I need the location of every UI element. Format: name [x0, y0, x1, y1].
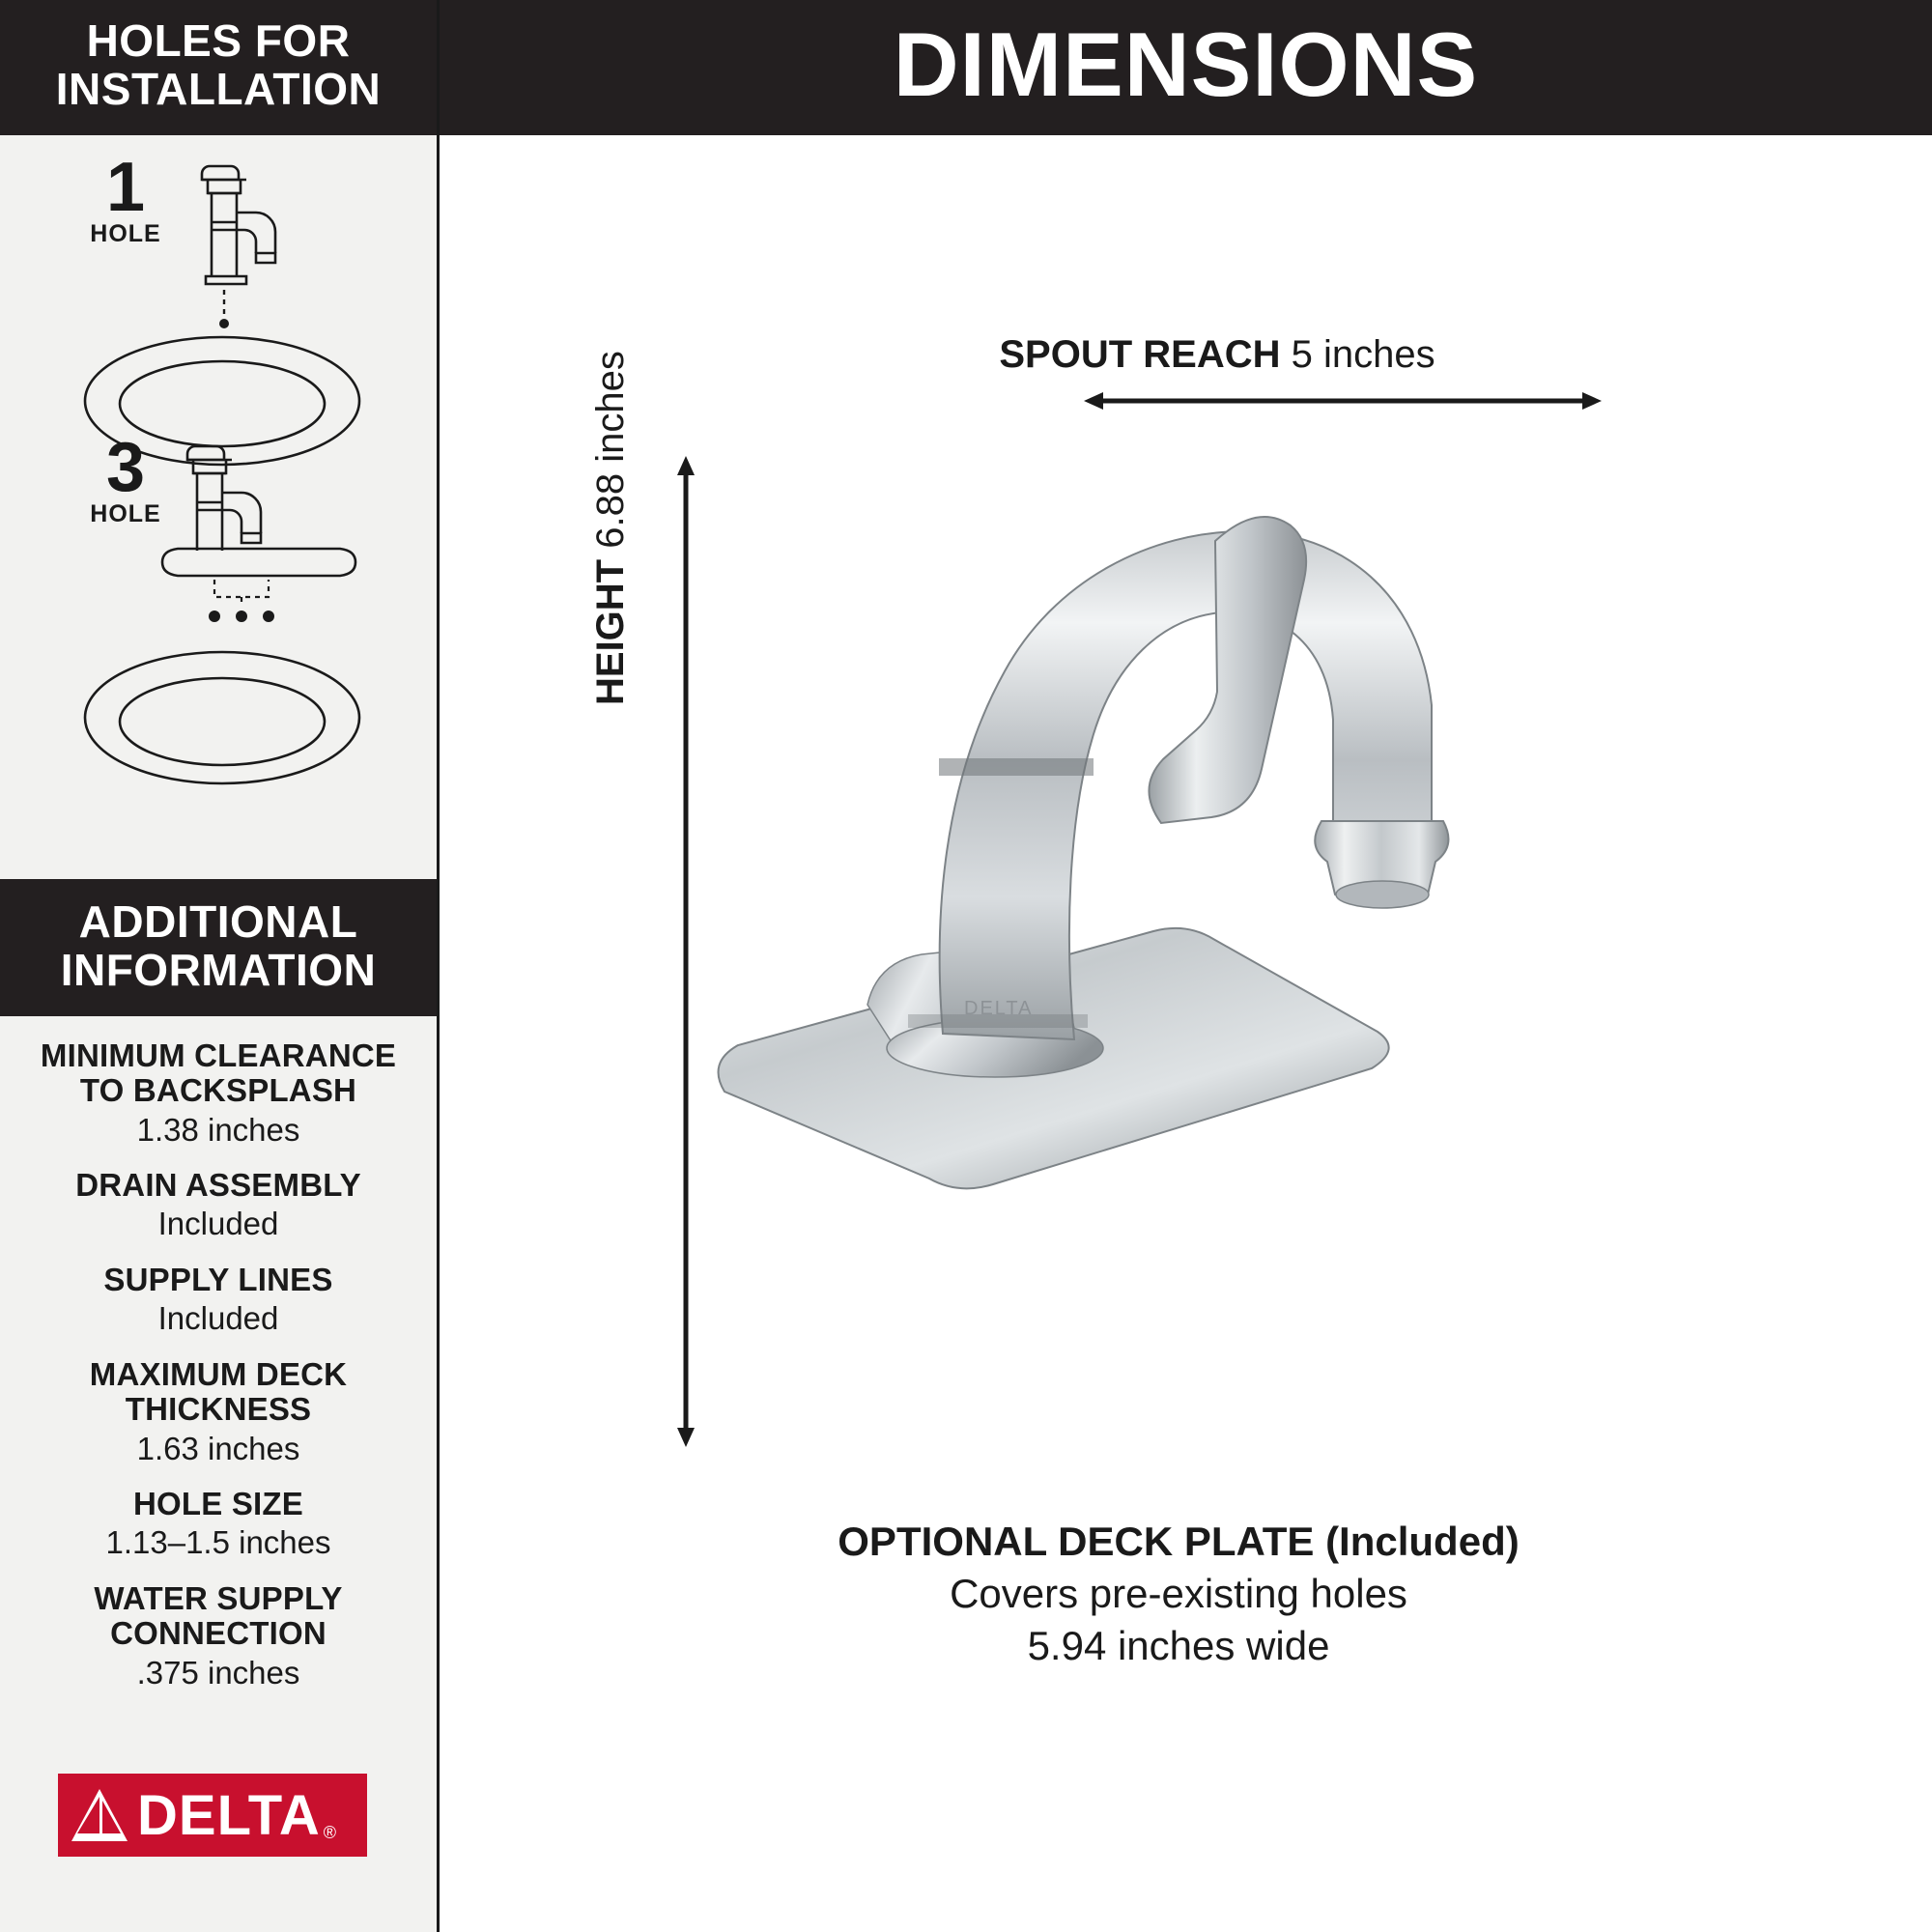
spec-value: 1.13–1.5 inches — [105, 1524, 331, 1561]
holes-heading-line1: HOLES FOR — [86, 15, 351, 66]
alignment-dashed-line-1 — [179, 290, 372, 328]
height-value: 6.88 inches — [589, 351, 632, 549]
registered-mark: ® — [323, 1823, 336, 1842]
spec-term: SUPPLY LINES — [103, 1262, 333, 1298]
spout-reach-value: 5 inches — [1291, 333, 1435, 376]
spec-value: Included — [157, 1300, 279, 1337]
spout-reach-label — [850, 333, 1584, 377]
alignment-dashed-line-3 — [155, 580, 377, 638]
product-brand-mark: DELTA — [964, 998, 1034, 1019]
additional-information-list — [0, 1038, 437, 1691]
spec-item — [0, 1581, 437, 1691]
hole-option-3 — [0, 425, 437, 850]
spout-reach-dimension-arrow — [1082, 382, 1604, 420]
deck-plate-caption-line2: Covers pre-existing holes — [950, 1570, 1407, 1616]
height-term: HEIGHT — [589, 558, 632, 705]
spec-term: MAXIMUM DECK THICKNESS — [89, 1355, 348, 1428]
hole-option-3-count: 3 HOLE — [90, 429, 161, 528]
spec-term: MINIMUM CLEARANCE TO BACKSPLASH — [40, 1037, 397, 1109]
spec-value: 1.38 inches — [136, 1111, 300, 1148]
spout-reach-term: SPOUT REACH — [999, 333, 1281, 376]
height-dimension-arrow — [667, 454, 705, 1449]
delta-wordmark: DELTA — [137, 1783, 321, 1847]
spec-term: WATER SUPPLY CONNECTION — [94, 1580, 343, 1652]
holes-for-installation-heading — [0, 0, 437, 135]
delta-logo — [58, 1774, 367, 1857]
hole-option-1-count: 1 HOLE — [90, 149, 161, 248]
holes-heading-line2: INSTALLATION — [55, 63, 382, 114]
spec-item — [0, 1357, 437, 1467]
hole-option-1 — [0, 145, 437, 473]
height-label — [589, 351, 633, 705]
faucet-illustration — [715, 415, 1777, 1454]
spec-item — [0, 1487, 437, 1562]
spec-item — [0, 1168, 437, 1243]
dimensions-title-band — [440, 0, 1932, 135]
deck-plate-caption — [618, 1517, 1739, 1673]
spec-value: 1.63 inches — [136, 1430, 300, 1466]
page-title: DIMENSIONS — [893, 14, 1479, 115]
spec-term: DRAIN ASSEMBLY — [75, 1167, 361, 1204]
faucet-one-hole-icon — [179, 145, 372, 299]
faucet-product-image — [715, 415, 1777, 1449]
spec-term: HOLE SIZE — [133, 1486, 303, 1522]
delta-triangle-icon — [68, 1785, 131, 1845]
deck-plate-caption-line3: 5.94 inches wide — [1027, 1623, 1330, 1669]
spec-item — [0, 1038, 437, 1149]
sidebar — [0, 0, 440, 1932]
spec-value: Included — [157, 1206, 279, 1242]
spec-item — [0, 1263, 437, 1338]
deck-plate-caption-line1: OPTIONAL DECK PLATE (Included) — [838, 1519, 1520, 1564]
spec-value: .375 inches — [136, 1654, 300, 1690]
additional-heading-line1: ADDITIONAL — [78, 896, 358, 947]
sink-three-hole-icon — [77, 642, 367, 797]
additional-heading-line2: INFORMATION — [60, 944, 377, 995]
additional-information-heading — [0, 879, 437, 1016]
